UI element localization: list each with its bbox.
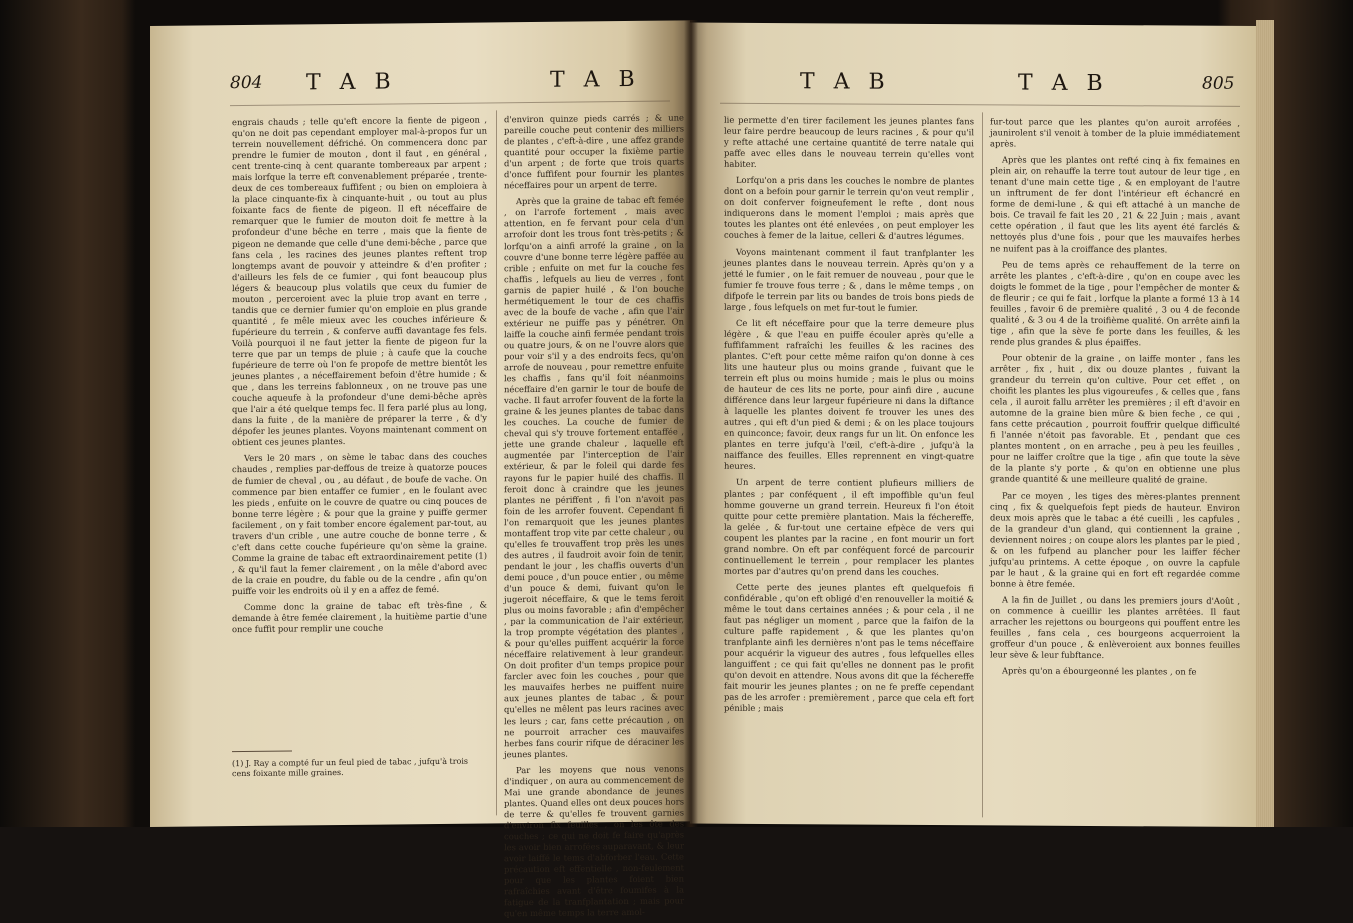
right-column-1 <box>724 115 974 822</box>
paragraph: Par ce moyen , les tiges des mères-plantes prennent cinq , fix & quelquefois fept pieds de hauteur. Environ deux mois après que le tabac a été cueilli , les capfules , de la grandeur d'un gland, qui contiennent la graine , deviennent noires ; on coupe alors les plantes par le pied , & on les fufpend au plancher pour les laiffer fécher jufqu'au printems. A cette époque , on ouvre la capfule par le haut , & la graine qui en fort eft regardée comme bonne à être femée. <box>990 489 1240 589</box>
paragraph: lie permette d'en tirer facilement les jeunes plantes fans leur faire perdre beaucoup de leurs racines , & pour qu'il y refte attaché une certaine quantité de terre natale qui paffe avec elles dans le nouveau terrein qu'elles vont habiter. <box>724 114 974 170</box>
right-page-number: 805 <box>1202 73 1235 94</box>
paragraph: Après que la graine de tabac eft femée , on l'arrofe fortement , mais avec attention, en fe fervant pour cela d'un arrofoir dont les trous font très-petits ; & lorfqu'on a ainfi arrofé la graine , on la couvre d'une bonne terre légère paffée au crible ; enfuite on met fur la couche fes chaffis , lefquels au lieu de verres , font garnis de papier huilé , & l'on bouche hermétiquement le tour de ces chaffis avec de la boufe de vache , afin que l'air extérieur ne puiffe pas y pénétrer. On laiffe la couche ainfi fermée pendant trois ou quatre jours, & on ne l'ouvre alors que pour voir s'il y a des endroits fecs, qu'on arrofe de nouveau , pour remettre enfuite les chaffis , fans qu'il foit néanmoins néceffaire d'en garnir le tour de boufe de vache. Il faut arrofer fouvent de la forte la graine & les jeunes plantes de tabac dans les couches. La couche de fumier de cheval qui s'y trouve fortement entaffée , jette une grande chaleur , laquelle eft augmentée par l'interception de l'air extérieur, & par le foleil qui darde fes rayons fur le papier huilé des chaffis. Il feroit donc à craindre que les jeunes plantes ne périffent , fi l'on n'avoit pas foin de les arrofer fouvent. Cependant fi l'on remarquoit que les jeunes plantes montaffent trop vite par cette chaleur , ou qu'elles fe trouvaffent trop près les unes des autres , il faudroit avoir foin de tenir, pendant le jour , les chaffis ouverts d'un demi pouce , d'un pouce entier , ou même d'un pouce & demi, fuivant qu'on le jugeroit néceffaire, & que le tems feroit plus ou moins favorable ; afin d'empêcher , par la communication de l'air extérieur, la trop prompte végétation des plantes , & pour qu'elles puiffent acquérir la force néceffaire relativement à leur grandeur. On doit profiter d'un temps propice pour farcler avec foin les couches , pour que les mauvaifes herbes ne puiffent nuire aux jeunes plantes de tabac , & pour qu'elles ne mêlent pas leurs racines avec les leurs ; car, fans cette précaution , on ne pourroit arracher ces mauvaifes herbes fans courir rifque de déraciner les jeunes plantes. <box>504 194 684 759</box>
left-page <box>150 20 690 919</box>
right-running-head-b: T A B <box>1018 70 1109 97</box>
book-gutter <box>684 20 698 827</box>
right-header-rule <box>720 103 1240 107</box>
column-divider <box>982 112 983 817</box>
left-running-head-b: T A B <box>550 66 641 93</box>
paragraph: engrais chauds ; telle qu'eft encore la fiente de pigeon , qu'on ne doit pas cependant employer mal-à-propos fur un terrein nouvellement défriché. On commencera donc par prendre le fumier de mouton , dont il faut , en général , cent trente-cinq à cent quarante tombereaux par arpent ; mais lorfque la terre eft convenablement préparée , trente-deux de ces tombereaux fuffifent ; ou bien on emploiera à la place cinquante-fix à cinquante-huit , ou tout au plus foixante facs de fiente de pigeon. Il eft néceffaire de remarquer que le fumier de mouton doit fe mettre à la profondeur d'une bêche en terre , mais que la fiente de pigeon ne demande que celle d'une demi-bêche , parce que fans cela , les racines des jeunes plantes reftent trop longtemps avant de pouvoir y atteindre & d'en profiter ; d'ailleurs les fels de ce fumier , qui font beaucoup plus légers & beaucoup plus volatils que ceux du fumier de mouton , perceroient avec la pluie trop avant en terre , tandis que ce dernier fumier qu'on emploie en plus grande quantité , fe mêle mieux avec les couches inférieure & fupérieure du terrein , & conferve auffi davantage fes fels. Voilà pourquoi il ne faut jetter la fiente de pigeon fur la terre que par un temps de pluie ; à caufe que la couche fupérieure de terre où l'on fe propofe de mettre bientôt les jeunes plantes , a néceffairement befoin d'être humide ; & que , dans les terreins fablonneux , on ne trouve pas une couche aqueufe à la profondeur d'une demi-bêche après que l'air a été quelque temps fec. Il fera parlé plus au long, dans la fuite , de la manière de préparer la terre , & d'y dépofer les jeunes plantes. Voyons maintenant comment on obtient ces jeunes plantes. <box>232 114 487 448</box>
right-running-head-a: T A B <box>800 69 891 95</box>
left-column-2 <box>504 112 684 919</box>
paragraph: Peu de tems après ce rehauffement de la terre on arrête les plantes , c'eft-à-dire , qu'on en coupe avec les doigts le fommet de la tige , pour l'empêcher de monter & de fleurir ; ce qui fe fait , lorfque la plante a formé 13 à 14 feuilles , favoir 6 de première qualité , 3 ou 4 de feconde qualité , & 3 ou 4 de la troifième qualité. On arrête ainfi la tige , afin que la sève fe porte dans les feuilles, & les rende plus grandes & plus épaiffes. <box>990 259 1240 348</box>
paragraph: Voyons maintenant comment il faut tranfplanter les jeunes plantes dans le nouveau terrein. Après qu'on y a jetté le fumier , on le fait remuer de nouveau , pour que le fumier fe trouve fous terre ; & , dans le même temps , on difpofe le terrein par lits ou bandes de trois bons pieds de large , fous lefquels on met fur-tout le fumier. <box>724 246 974 313</box>
paragraph: Par les moyens que nous venons d'indiquer , on aura au commencement de Mai une grande abondance de jeunes plantes. Quand elles ont deux pouces hors de terre & qu'elles fe trouvent garnies d'environ fix feuilles , on les ôte des couches ; ce qui ne doit fe faire qu'après les avoir bien arrofées auparavant, & leur avoir laiffé le tems d'abforber l'eau. Cette précaution eft effentielle , non-feulement pour que les plantes foient bien rafraîchies avant d'être foumifes à la fatigue de la tranfplantation ; mais pour qu'en même temps la terre amol- <box>504 763 684 919</box>
paragraph: Comme donc la graine de tabac eft très-fine , & demande à être femée clairement , la huitième partie d'une once fuffit pour remplir une couche <box>232 599 487 635</box>
paragraph: A la fin de Juillet , ou dans les premiers jours d'Août , on commence à cueillir les plantes arrêtées. Il faut arracher les rejettons ou bourgeons qui pouffent entre les feuilles , fans cela , ces bourgeons acquerroient la groffeur d'un pouce , & enlèveroient aux bonnes feuilles leur sève & leur fubftance. <box>990 594 1240 661</box>
paragraph: Pour obtenir de la graine , on laiffe monter , fans les arrêter , fix , huit , dix ou douze plantes , fuivant la grandeur du terrein qu'on cultive. Pour cet effet , on choifit les plantes les plus vigoureufes , & celles que , fans cela , il auroit fallu arrêter les premières ; il eft d'avoir en automne de la graine bien mûre & bien feche , ce qui , fans cette précaution , pourroit fouffrir quelque difficulté fi l'année n'étoit pas favorable. Et , pendant que ces plantes montent , on en arrache , peu à peu les feuilles , pour ne laiffer croître que la tige , afin que toute la sève de la plante s'y porte , & qu'on en obtienne une plus grande quantité & une meilleure qualité de graine. <box>990 352 1240 486</box>
footnote: (1) J. Ray a compté fur un feul pied de tabac , jufqu'à trois cens foixante mille graines. <box>232 756 469 779</box>
left-page-header <box>150 66 690 100</box>
paragraph: Ce lit eft néceffaire pour que la terre demeure plus légère , & que l'eau en puiffe écouler après qu'elle a fuffifamment rafraîchi les feuilles & les racines des plantes. C'eft pour cette même raifon qu'on donne à ces lits une hauteur plus ou moins grande , fuivant que le terrein eft plus ou moins humide ; mais le plus ou moins de hauteur de ces lits ne porte, pour ainfi dire , aucune différence dans leur largeur fupérieure ni dans la diftance à laquelle les plantes doivent fe trouver les unes des autres , qui eft d'un pied & demi ; & on les place toujours en quinconce; favoir, deux rangs fur un lit. On enfonce les plantes en terre jufqu'à l'œil, c'eft-à-dire , jufqu'à la naiffance des feuilles. Elles reprennent en vingt-quatre heures. <box>724 317 974 472</box>
footnote-rule <box>232 751 292 753</box>
right-page <box>690 23 1256 827</box>
left-column-1 <box>232 114 487 745</box>
left-running-head-a: T A B <box>306 69 397 96</box>
right-page-header <box>690 69 1256 100</box>
paragraph: d'environ quinze pieds carrés ; & une pareille couche peut contenir des milliers de plantes , c'eft-à-dire , une affez grande quantité pour occuper la fixième partie d'un arpent ; de forte que trois quarts d'once fuffifent pour fournir les plantes néceffaires pour un arpent de terre. <box>504 112 684 191</box>
paragraph: Après qu'on a ébourgeonné les plantes , on fe <box>1002 665 1197 677</box>
paragraph: Cette perte des jeunes plantes eft quelquefois fi confidérable , qu'on eft obligé d'en renouveller la moitié & même le tout dans certaines années ; & pour cela , il ne faut pas négliger un moment , parce que la faifon de la culture paffe rapidement , & que les plantes qu'on tranfplante ainfi les dernières n'ont pas le tems néceffaire pour acquérir la vigueur des autres , fous lefquelles elles languiffent ; ce qui fait qu'elles ne donnent pas le profit qu'on devoit en attendre. Nous avons dit que la féchereffe fait mourir les jeunes plantes ; on ne fe preffe cependant pas de les arrofer : premièrement , parce que cela eft fort pénible ; mais <box>724 581 974 714</box>
left-header-rule <box>230 101 670 107</box>
paragraph: Après que les plantes ont refté cinq à fix femaines en plein air, on rehauffe la terre tout autour de leur tige , en tenant d'une main cette tige , & en employant de l'autre un inftrument de fer dont l'intérieur eft échancré en forme de demi-lune , & qui eft attaché à un manche de bois. Ce travail fe fait les 20 , 21 & 22 Juin ; mais , avant cette opération , il faut que les lits ayent été farclés & nettoyés plus d'une fois , pour que les mauvaifes herbes ne nuifent pas à la croiffance des plantes. <box>990 154 1240 254</box>
right-column-2 <box>990 116 1240 823</box>
left-page-number: 804 <box>230 72 263 94</box>
column-divider <box>496 110 497 815</box>
paragraph: Vers le 20 mars , on sème le tabac dans des couches chaudes , remplies par-deffous de treize à quatorze pouces de fumier de cheval , ou , au défaut , de boufe de vache. On commence par bien entaffer ce fumier , en le foulant avec les pieds , enfuite on le couvre de quatre ou cinq pouces de bonne terre légère ; & pour que la graine y puiffe germer facilement , on y fait tomber encore également par-tout, au travers d'un crible , une autre couche de bonne terre , & c'eft dans cette couche fupérieure qu'on sème la graine. Comme la graine de tabac eft extraordinairement petite (1) , & qu'il faut la femer clairement , on la mêle d'abord avec de la craie en poudre, du fable ou de la cendre , afin qu'on puiffe voir les endroits où il y en a affez de femé. <box>232 450 487 597</box>
page-edges <box>1256 20 1274 827</box>
paragraph: Lorfqu'on a pris dans les couches le nombre de plantes dont on a befoin pour garnir le terrein qu'on veut remplir , on doit conferver foigneufement le refte , dont nous indiquerons dans le moment l'emploi ; mais après que toutes les plantes ont été enlevées , on peut employer les couches à femer de la laitue, celleri & d'autres légumes. <box>724 175 974 242</box>
paragraph: Un arpent de terre contient plufieurs milliers de plantes ; par conféquent , il eft impoffible qu'un feul homme gouverne un grand terrein. Heureux fi l'on étoit quitte pour cette première plantation. Mais la féchereffe, la gelée , & fur-tout une certaine efpèce de vers qui coupent les plantes par la racine , en font mourir un fort grand nombre. On eft par conféquent forcé de parcourir continuellement le terrein , pour remplacer les plantes mortes par d'autres qu'on prend dans les couches. <box>724 477 974 577</box>
paragraph: fur-tout parce que les plantes qu'on auroit arrofées , jaunirolent s'il venoit à tomber de la pluie immédiatement après. <box>990 116 1240 149</box>
